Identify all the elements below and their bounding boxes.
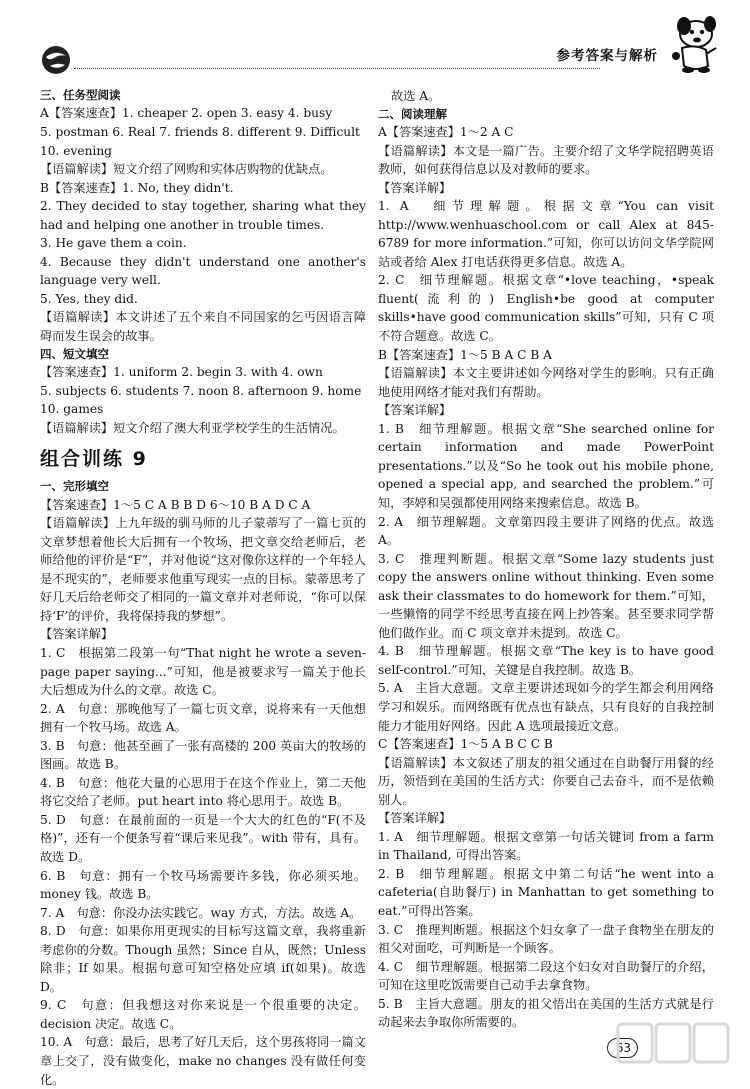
right-paragraph: 1. A 细节理解题。根据文章“You can visit http://www.wenhuaschool.com or call Alex at 845-6789 for more information.”可知，你可以访问文华学院网站或者给 Alex 打电话获得更多信息。故选 A。 — [378, 199, 714, 269]
section-heading: 二、阅读理解 — [378, 106, 447, 121]
globe-logo-icon — [40, 44, 72, 76]
cartoon-mascot-icon — [662, 12, 722, 74]
right-paragraph: 2. B 细节理解题。根据文中第二句话“he went into a cafeteria(自助餐厅) in Manhattan to get something to eat.”可得出答案。 — [378, 866, 714, 918]
right-paragraph: B【答案速查】1～5 B A C B A — [378, 347, 552, 362]
left-paragraph: 【语篇解读】上九年级的驯马师的儿子蒙蒂写了一篇七页的文章梦想着他长大后拥有一个牧场，把文章交给老师后，老师给他的评价是“F”，并对他说“这对像你这样的一个年轻人是不现实的”，老师要求他重写现实一点的目标。蒙蒂思考了好几天后给老师交了相同的一篇文章并对老师说，“你可以保持‘F’的评价，我将保持我的梦想”。 — [40, 516, 366, 623]
right-paragraph: 故选 A。 — [391, 89, 441, 103]
right-paragraph: 2. A 细节理解题。文章第四段主要讲了网络的优点。故选 A。 — [378, 514, 714, 548]
right-column — [378, 87, 714, 1032]
left-paragraph: B【答案速查】1. No, they didn't. — [40, 180, 234, 195]
left-paragraph: A【答案速查】1. cheaper 2. open 3. easy 4. busy — [40, 106, 333, 121]
right-paragraph: 【答案详解】 — [378, 403, 452, 418]
right-paragraph: 4. C 细节理解题。根据第二段这个妇女对自助餐厅的介绍，可知在这里吃饭需要自己动手去拿食物。 — [378, 959, 714, 993]
watermark-stamp — [614, 1018, 732, 1068]
left-paragraph: 8. D 句意：如果你用更现实的目标写这篇文章，我将重新考虑你的分数。Though 虽然；Since 自从，既然；Unless 除非；If 如果。根据句意可知空格处应填 if(如果)。故选 D。 — [40, 924, 366, 994]
left-paragraph: 2. A 句意：那晚他写了一篇七页文章，说将来有一天他想拥有一个牧马场。故选 A。 — [40, 701, 366, 735]
left-paragraph: 4. Because they didn't understand one another's language very well. — [40, 254, 366, 288]
right-paragraph: 【语篇解读】本文是一篇广告。主要介绍了文华学院招聘英语教师，如何获得信息以及对教师的要求。 — [378, 143, 714, 177]
left-paragraph: 【语篇解读】短文介绍了网购和实体店购物的优缺点。 — [40, 162, 333, 177]
right-paragraph: 【答案详解】 — [378, 180, 452, 195]
left-paragraph: 7. A 句意：你没办法实践它。way 方式，方法。故选 A。 — [40, 905, 362, 920]
left-column — [40, 87, 366, 1089]
left-paragraph: 5. postman 6. Real 7. friends 8. different 9. Difficult — [40, 125, 360, 140]
right-paragraph: 5. B 主旨大意题。朋友的祖父悟出在美国的生活方式就是行动起来去争取你所需要的。 — [378, 996, 714, 1030]
right-paragraph: 3. C 推理判断题。根据这个妇女拿了一盘子食物坐在朋友的祖父对面吃，可判断是一个顾客。 — [378, 922, 714, 956]
right-paragraph: 1. A 细节理解题。根据文章第一句话关键词 from a farm in Thailand, 可得出答案。 — [378, 829, 714, 863]
left-paragraph: 3. B 句意：他甚至画了一张有高楼的 200 英亩大的牧场的图画。故选 B。 — [40, 738, 366, 772]
left-paragraph: 【答案详解】 — [40, 627, 114, 642]
left-paragraph: 2. They decided to stay together, sharing what they had and helping one another in trouble times. — [40, 199, 366, 232]
left-paragraph: 5. Yes, they did. — [40, 291, 138, 306]
right-paragraph: 5. A 主旨大意题。文章主要讲述现如今的学生都会利用网络学习和娱乐。而网络既有优点也有缺点，只有良好的自我控制能力才能用好网络。因此 A 选项最接近文意。 — [378, 681, 714, 733]
left-paragraph: 6. B 句意：拥有一个牧马场需要许多钱，你必须买地。money 钱。故选 B。 — [40, 868, 366, 902]
right-paragraph: 1. B 细节理解题。根据文章“She searched online for certain information and made PowerPoint presentations.”以及“So he took out his mobile phone, opened a special app, and searched the problem.”可知，李婷和吴强都使用网络来搜索信息。故选 B。 — [378, 421, 714, 510]
left-paragraph: 5. subjects 6. students 7. noon 8. afternoon 9. home — [40, 383, 362, 398]
left-paragraph: 【语篇解读】短文介绍了澳大利亚学校学生的生活情况。 — [40, 420, 345, 435]
right-paragraph: C【答案速查】1～5 A B C C B — [378, 737, 553, 752]
left-paragraph: 3. He gave them a coin. — [40, 236, 187, 251]
right-paragraph: 4. B 细节理解题。根据文章“The key is to have good self-control.”可知，关键是自我控制。故选 B。 — [378, 644, 714, 677]
left-paragraph: 9. C 句意：但我想这对你来说是一个很重要的决定。decision 决定。故选 C。 — [40, 998, 366, 1031]
left-paragraph: 1. C 根据第二段第一句“That night he wrote a seven-page paper saying...”可知，他是被要求写一篇关于他长大后想成为什么的文章。故选 C。 — [40, 645, 366, 698]
header-title: 参考答案与解析 — [556, 48, 658, 64]
section-heading: 一、完形填空 — [40, 479, 109, 494]
left-paragraph: 4. B 句意：他花大量的心思用于在这个作业上，第二天他将它交给了老师。put heart into 将心思用于。故选 B。 — [40, 775, 366, 809]
right-paragraph: 【答案详解】 — [378, 811, 452, 826]
left-paragraph: 【答案速查】1. uniform 2. begin 3. with 4. own — [40, 365, 323, 380]
right-paragraph: 【语篇解读】本文主要讲述如今网络对学生的影响。只有正确地使用网络才能对我们有帮助。 — [378, 366, 714, 399]
left-paragraph: 【答案速查】1～5 C A B B D 6～10 B A D C A — [40, 497, 311, 512]
right-paragraph: 2. C 细节理解题。根据文章“•love teaching，•speak fluent(流利的) English•be good at computer skills•have good communication skills”可知，只有 C 项不符合题意。故选 C。 — [378, 273, 714, 344]
header-dotted-rule — [74, 68, 600, 69]
left-paragraph: 10. games — [40, 402, 104, 417]
left-paragraph: 【语篇解读】本文讲述了五个来自不同国家的乞丐因语言障碍而发生误会的故事。 — [40, 310, 366, 344]
left-paragraph: 10. evening — [40, 143, 112, 158]
section-heading: 三、任务型阅读 — [40, 88, 121, 102]
right-paragraph: A【答案速查】1～2 A C — [378, 125, 514, 140]
page-number: 63 — [607, 1038, 638, 1058]
left-paragraph: 10. A 句意：最后，思考了好几天后，这个男孩将同一篇文章上交了，没有做变化，make no changes 没有做任何变化。 — [40, 1035, 366, 1087]
page-header — [0, 0, 750, 80]
unit-title: 组合训练 9 — [40, 448, 148, 471]
right-paragraph: 【语篇解读】本文叙述了朋友的祖父通过在自助餐厅用餐的经历，领悟到在美国的生活方式：你要自己去奋斗，而不是依赖别人。 — [378, 755, 714, 807]
right-paragraph: 3. C 推理判断题。根据文章“Some lazy students just copy the answers online without thinking. Even some ask their classmates to do homework for them.”可知，一些懒惰的同学不经思考直接在网上抄答案。甚至要求同学帮他们做作业。而 C 项文章并未提到。故选 C。 — [378, 551, 714, 640]
left-paragraph: 5. D 句意：在最前面的一页是一个大大的红色的“F(不及格)”，还有一个便条写着“课后来见我”。with 带有，具有。故选 D。 — [40, 812, 366, 864]
section-heading: 四、短文填空 — [40, 346, 109, 361]
